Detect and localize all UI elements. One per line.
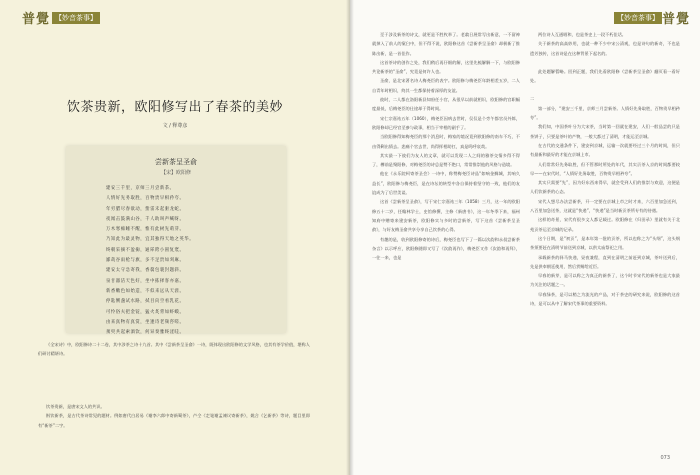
body-paragraph: 至于涉及新茶的诗文，就更是不胜枚举了。老翁日展常写出新意，一不留神就掉入了前人的窠臼中，但不得不说，欧阳修这首《尝新茶呈圣俞》却极新了推陈出新，是一首佳作。 — [372, 32, 520, 56]
article-author: 文 / 释尊彦 — [162, 123, 188, 129]
body-paragraph: 早春绿茶，是可以稍之为流光的产品，对于茶史的研究来说，欧阳修的这首诗，是可以从中了解宋代茶事的重要资料。 — [530, 291, 680, 307]
left-body — [38, 402, 310, 430]
body-paragraph: 这样的奇景，宋代有很多文人都记载过。欧阳修在《归田录》里就有关于北苑贡茶运至京城的记录。 — [530, 217, 680, 232]
header-column-tag: 【妙音茶事】 — [52, 12, 100, 24]
body-paragraph: 这个日期，是“初贡”，是本年第一批的贡茶，所以也称之为“头纲”，这头纲茶须要赶在清明节前送到京城，以供太庙祭祀之用。 — [530, 235, 680, 251]
poem-line: 年穷腊尽春欲动，蛰雷未起驱龙蛇。 — [106, 206, 185, 212]
body-paragraph: 彼时，二人都在洛阳新县知府任小官，从很早以前就相识，欧阳修的官职幅度最低，后梅尧臣的仕途却于得时间。 — [372, 97, 520, 112]
intro-note — [38, 340, 310, 359]
section-number: 二 — [530, 96, 535, 102]
body-paragraph: 宋代人想尽办法尝新茶，开一定要在京城上市之时才来，六百里加急送到，八百里加急送茶，这就是“快递”，“快递”是当时新贡茶所专有的待遇。 — [530, 198, 680, 214]
poem-line: 万木寒痴睡不醒，惟有此树先萌芽。 — [106, 227, 185, 233]
body-paragraph: 这首《尝新茶呈圣俞》，写于宋仁宗嘉祐三年（1058）三月，这一年的欧阳修五十二岁，任翰林学士，史馆修撰，主修《新唐书》，这一年冬季下来，福州知府中赠寄来建安新茶，欧阳修实与多时的尝新茶，写下这首《尝新茶呈圣俞》，与好友梅圣俞共享分享自己饮茶的心得。 — [372, 199, 520, 233]
body-paragraph: 第一部分，“建安三千里，京师三月尝新茶。人情好先务取胜，百物贵早相矜夸”。 — [530, 105, 680, 121]
poem-line: 新香嫩色如始造，不似来远从天涯。 — [106, 288, 185, 294]
poem-line: 建安太守急寄我，香蒻包裹封题斜。 — [106, 268, 185, 274]
header-logo: 普覺 — [661, 12, 690, 27]
book-gutter-shadow — [346, 0, 354, 475]
body-paragraph: 我们知，中国茶叶分为大宋茶，当时第一回就在建安，人们一般品尝的只是茶饼子，只要是茶叶的产物，一般大都过了清明，才能运至京城。 — [530, 124, 680, 139]
page-number: 073 — [660, 455, 670, 461]
poem-line: 鄙哉谷雨枪与旗，多不足贵如刈麻。 — [106, 258, 185, 264]
poem-author: 【宋】欧阳修 — [160, 170, 191, 176]
poem-line: 停匙侧盏试水路，拭目向空看乳花。 — [106, 299, 185, 305]
poem-line: 建安三千里，京师三月尝新茶。 — [106, 186, 175, 191]
body-paragraph: 在古代的交通条件下，建安到京城，运输一次就要经过三个月的时间，但只有最新和最好的才能在京城上市。 — [530, 142, 680, 158]
poem-line: 夜闻击鼓满山谷，千人助叫声喊呀。 — [106, 216, 185, 222]
body-paragraph: 圣俞，是北宋著名诗人梅尧臣的表字。欧阳修与梅尧臣年龄相差五岁，二人自青年时相识，终其一生都保持着深厚的友谊。 — [372, 78, 520, 93]
body-paragraph: 斟饮新茶，是古代茶诗常见的题材。例如唐代白居易《谢李六郎中寄新蜀茶》，卢仝《走笔谢孟谏议寄新茶》，姚合《乞新茶》等诗，题目里即有“新茶”二字。 — [38, 413, 310, 428]
body-paragraph: 宋仁宗嘉祐五年（1060），梅尧臣因病去世时，仅仅是个旁午都官员外郎，欧阳修却已经官至参与政事，相当于宰相的副手了。 — [372, 115, 520, 130]
right-column-2 — [530, 30, 680, 308]
poem-line: 由来真物有真赏，坐逢诗老频咨嗟。 — [106, 319, 185, 325]
body-paragraph: 其实只需要“先”，因为好东西来得早，就会受到人们的推崇与欢迎，这便是人们饮新茶的心态。 — [530, 180, 680, 195]
body-paragraph: 饮茶贵新，是唐宋文人的共识。 — [46, 404, 105, 409]
poem-line: 须臾共起索酒饮，何异奏雅终淫哇。 — [106, 330, 185, 336]
body-paragraph: 早春的新芽，是可以称之为真正的新茶了，这个时节宋代的新茶也是大家最为关注的话题之一。 — [530, 273, 680, 288]
poem-line: 终朝采摘不盈掬，通犀銙小圆复窊。 — [106, 247, 185, 253]
note-paragraph: 《全宋诗》中，欧阳修诗二十二卷，其中涉茶之诗十九首。其中《尝新茶呈圣俞》一诗，既体现出欧阳修的文学风格，也其有茶学价值，堪称人们研讨精妍诗。 — [38, 342, 310, 357]
body-paragraph: 有趣的是，收到欧阳修寄的诗后，梅尧臣也写下了一篇以次韵和永叔尝新茶杂言》以示呼应，欧阳修随即又写了《次韵再作》，梅尧臣又作《次韵和再拜》，一往一来，也是 — [372, 236, 520, 261]
poem-line: 泉甘器洁天色好，坐中拣择客亦嘉。 — [106, 278, 185, 284]
header-logo: 普覺 — [22, 12, 51, 27]
right-column-1 — [372, 30, 520, 262]
body-paragraph: 此处题解暂略。回到正题，我们先看欧阳修《尝新茶呈圣俞》翻页看一看好处。 — [530, 68, 680, 84]
body-paragraph: 承载新茶的驿马快递，昼夜兼程，直到在清明之前赶到京城，茶叶送到后，先是供奉朝廷使用，然后赏赐给近臣。 — [530, 254, 680, 269]
body-paragraph: 其实最一下彼们为友人的文章，就可以发现二人之间的雅茶交情多得不得了，樽前是聚阳修，对梅尧臣的诗总是赞不绝口，常常推崇他的风格与造境。 — [372, 152, 520, 168]
body-paragraph: 他在《永乐院柯寄茶圣会》一诗中，称赞梅尧臣诗品“如响金搁城，其响久益长”，欧阳修与梅尧臣，是在诗坛的转型中各自保持着坚守的一致，他们的友谊成为了后世美谈。 — [372, 171, 520, 196]
article-title: 饮茶贵新，欧阳修写出了春茶的美妙 — [66, 100, 283, 115]
poem-line: 人情好先务取胜，百物贵早相矜夸。 — [106, 196, 185, 202]
right-page — [350, 0, 700, 475]
header-column-tag: 【妙音茶事】 — [614, 12, 662, 24]
body-paragraph: 人们常常好先务取胜，但不管那时所处的年代，其实贡茶入京的时间都要较早——在宋代时，“人情好先务取胜，百物贵早相矜夸”。 — [530, 161, 680, 176]
poem-line: 乃知此为最灵物，宜其独得天地之英华。 — [106, 237, 195, 243]
poem-line: 可怜俗夫把金锭，猛火炙背如虾蟆。 — [106, 309, 185, 315]
body-paragraph: 这首茶诗的创作之处，我们稍后再仔细的解，这里先梳解解一下，与欧阳修共论新茶的“圣俞”，究竟是何许人也。 — [372, 59, 520, 75]
body-paragraph: 当欧阳修得知梅尧臣的那个消息时，梅家的境况竟到欧阳修的南车不巧，不由得剩出情去。悲痛个官去世，尚得挥相助扛，真是呜呼哀哉。 — [372, 134, 520, 149]
poem-lines — [106, 184, 256, 338]
body-paragraph: 关于新茶的高高妙用，也就一种不少中宋公清观，也是诗句的新奇，不也是遗芳独传，这首诗是在这种背景下起名的。 — [530, 41, 680, 56]
body-paragraph: 两位诗人互通唱和，也是茶史上一段不朽佳话。 — [538, 32, 626, 37]
poem-card — [66, 146, 286, 336]
poem-title: 尝新茶呈圣俞 — [155, 158, 197, 166]
